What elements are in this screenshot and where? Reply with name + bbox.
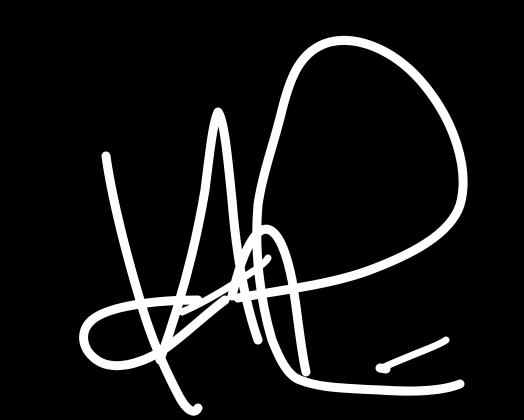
signature-stroke-upper-loop	[238, 40, 463, 391]
signature-stroke-tail	[382, 340, 446, 368]
signature-stroke-dot	[380, 368, 386, 369]
signature-stroke-middle-peak	[160, 112, 258, 360]
